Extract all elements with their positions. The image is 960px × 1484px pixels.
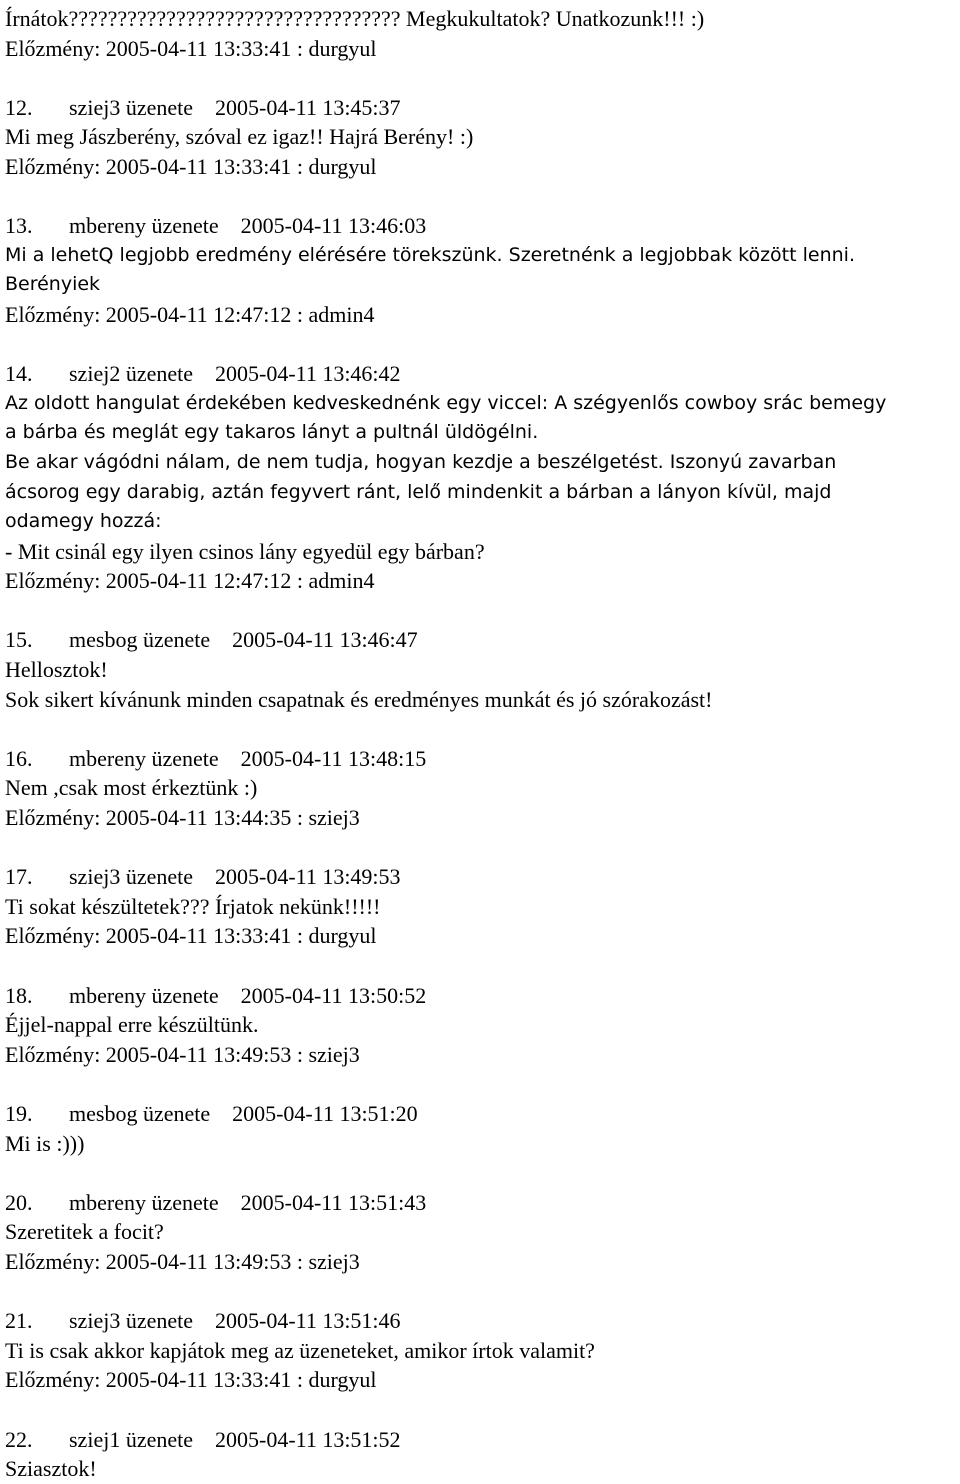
message-item: [5, 1306, 957, 1395]
message-number: 15.: [5, 627, 33, 653]
message-author-timestamp: mbereny üzenete 2005-04-11 13:48:15: [69, 745, 427, 771]
message-body-line: odamegy hozzá:: [5, 510, 162, 533]
message-number: 18.: [5, 982, 33, 1008]
message-item: [5, 625, 957, 714]
message-body-line: - Mit csinál egy ilyen csinos lány egyedül egy bárban?: [5, 538, 485, 564]
message-header: [5, 1306, 957, 1336]
message-spacer: [5, 63, 957, 93]
message-header: [5, 359, 957, 389]
message-number: 19.: [5, 1100, 33, 1126]
message-header: [5, 625, 957, 655]
message-number: 20.: [5, 1189, 33, 1215]
message-number: 14.: [5, 361, 33, 387]
message-number: 16.: [5, 745, 33, 771]
message-spacer: [5, 1395, 957, 1425]
message-header: [5, 1188, 957, 1218]
message-author-timestamp: mbereny üzenete 2005-04-11 13:50:52: [69, 982, 427, 1008]
message-item: [5, 1099, 957, 1158]
message-reference: Előzmény: 2005-04-11 13:44:35 : sziej3: [5, 805, 360, 831]
message-spacer: [5, 182, 957, 212]
message-number: 17.: [5, 864, 33, 890]
message-reference: Előzmény: 2005-04-11 13:33:41 : durgyul: [5, 1367, 377, 1393]
message-number: 13.: [5, 213, 33, 239]
message-spacer: [5, 1277, 957, 1307]
message-author-timestamp: mbereny üzenete 2005-04-11 13:51:43: [69, 1189, 427, 1215]
message-list: [5, 63, 957, 1484]
message-body-line: a bárba és meglát egy takaros lányt a pultnál üldögélni.: [5, 421, 539, 444]
message-item: [5, 93, 957, 182]
message-header: [5, 211, 957, 241]
message-author-timestamp: sziej3 üzenete 2005-04-11 13:49:53: [69, 864, 401, 890]
message-body-line: Sok sikert kívánunk minden csapatnak és eredményes munkát és jó szórakozást!: [5, 686, 713, 712]
message-reference: Előzmény: 2005-04-11 13:49:53 : sziej3: [5, 1041, 360, 1067]
intro-reference: Előzmény: 2005-04-11 13:33:41 : durgyul: [5, 35, 377, 61]
message-number: 21.: [5, 1308, 33, 1334]
message-body-line: Nem ,csak most érkeztünk :): [5, 775, 258, 801]
message-body-line: Szeretitek a focit?: [5, 1219, 164, 1245]
message-header: [5, 981, 957, 1011]
message-author-timestamp: mbereny üzenete 2005-04-11 13:46:03: [69, 213, 427, 239]
message-spacer: [5, 951, 957, 981]
message-body-line: ácsorog egy darabig, aztán fegyvert ránt, lelő mindenkit a bárban a lányon kívül, majd: [5, 480, 832, 503]
message-header: [5, 744, 957, 774]
message-spacer: [5, 714, 957, 744]
message-item: [5, 211, 957, 329]
message-body-line: Éjjel-nappal erre készültünk.: [5, 1012, 259, 1038]
message-header: [5, 1425, 957, 1455]
message-body-line: Berényiek: [5, 273, 101, 296]
message-item: [5, 862, 957, 951]
message-spacer: [5, 330, 957, 360]
message-author-timestamp: sziej2 üzenete 2005-04-11 13:46:42: [69, 361, 401, 387]
forum-message-log: [5, 4, 957, 1484]
message-reference: Előzmény: 2005-04-11 12:47:12 : admin4: [5, 568, 375, 594]
message-reference: Előzmény: 2005-04-11 13:33:41 : durgyul: [5, 153, 377, 179]
message-body-line: Ti is csak akkor kapjátok meg az üzeneteket, amikor írtok valamit?: [5, 1337, 595, 1363]
message-reference: Előzmény: 2005-04-11 13:33:41 : durgyul: [5, 923, 377, 949]
message-body-line: Be akar vágódni nálam, de nem tudja, hogyan kezdje a beszélgetést. Iszonyú zavarban: [5, 450, 837, 473]
message-spacer: [5, 833, 957, 863]
message-item: [5, 744, 957, 833]
message-author-timestamp: mesbog üzenete 2005-04-11 13:46:47: [69, 627, 418, 653]
message-body-line: Hellosztok!: [5, 657, 108, 683]
message-body-line: Mi a lehetQ legjobb eredmény elérésére törekszünk. Szeretnénk a legjobbak között lenni.: [5, 243, 855, 266]
message-spacer: [5, 1158, 957, 1188]
message-reference: Előzmény: 2005-04-11 12:47:12 : admin4: [5, 301, 375, 327]
message-body-line: Sziasztok!: [5, 1456, 97, 1482]
message-author-timestamp: sziej1 üzenete 2005-04-11 13:51:52: [69, 1426, 401, 1452]
message-body-line: Az oldott hangulat érdekében kedveskednénk egy viccel: A szégyenlős cowboy srác bemegy: [5, 391, 887, 414]
message-item: [5, 981, 957, 1070]
message-author-timestamp: sziej3 üzenete 2005-04-11 13:45:37: [69, 94, 401, 120]
message-author-timestamp: mesbog üzenete 2005-04-11 13:51:20: [69, 1100, 418, 1126]
message-author-timestamp: sziej3 üzenete 2005-04-11 13:51:46: [69, 1308, 401, 1334]
message-body-line: Ti sokat készültetek??? Írjatok nekünk!!!!!: [5, 893, 381, 919]
message-header: [5, 862, 957, 892]
message-header: [5, 1099, 957, 1129]
message-number: 22.: [5, 1426, 33, 1452]
message-item: [5, 359, 957, 596]
intro-text: Írnátok?????????????????????????????????? Megkukultatok? Unatkozunk!!! :): [5, 6, 705, 31]
message-body-line: Mi is :))): [5, 1130, 85, 1156]
message-number: 12.: [5, 94, 33, 120]
message-spacer: [5, 1069, 957, 1099]
message-item: [5, 1188, 957, 1277]
message-spacer: [5, 596, 957, 626]
message-reference: Előzmény: 2005-04-11 13:49:53 : sziej3: [5, 1248, 360, 1274]
message-body-line: Mi meg Jászberény, szóval ez igaz!! Hajrá Berény! :): [5, 124, 474, 150]
message-header: [5, 93, 957, 123]
